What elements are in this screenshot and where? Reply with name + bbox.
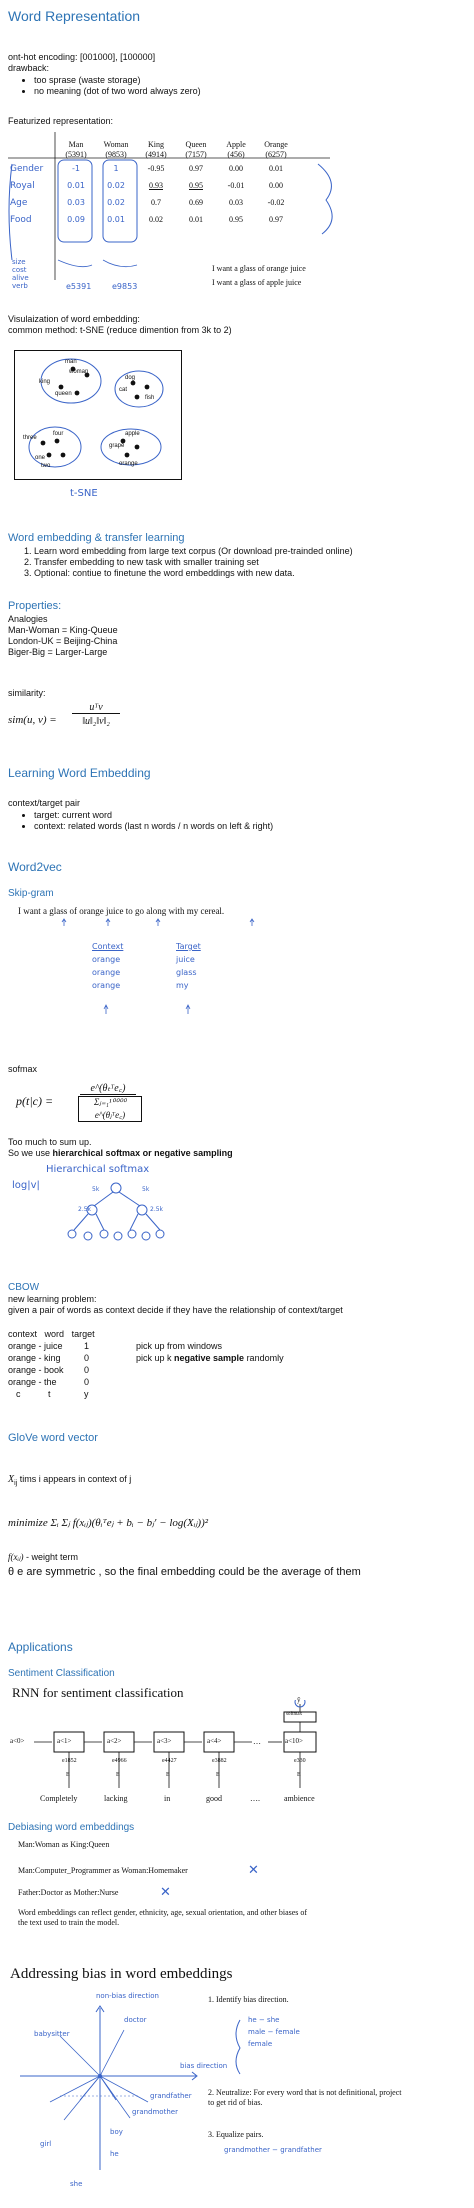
diagram-label: boy [110,2128,123,2136]
diagram-label: non-bias direction [96,1992,159,2000]
section-title-word-representation: Word Representation [8,8,141,24]
bias-step: 3. Equalize pairs. [208,2130,264,2139]
diagram-label: grandfather [150,2092,192,2100]
rnn-embedding: e4427 [162,1758,177,1764]
featurized-label: Featurized representation: [8,116,114,126]
rnn-cell: a<4> [207,1737,222,1745]
onehot-text: ont-hot encoding: [001000], [100000] [8,52,156,62]
cbow-problem: new learning problem: [8,1294,97,1304]
softmax-denominator: Σⱼ₌₁¹⁰⁰⁰⁰ e^(θⱼᵀe꜀) [78,1096,142,1122]
rnn-cell: a<10> [285,1737,304,1745]
subsection-debias: Debiasing word embeddings [8,1822,135,1833]
table-row: Royal 0.01 0.02 0.93 0.95 -0.01 0.00 [10,180,283,191]
cross-icon: ✕ [160,1884,171,1899]
rnn-cell: a<3> [157,1737,172,1745]
rnn-word: Completely [40,1794,78,1803]
bias-step: 1. Identify bias direction. [208,1995,289,2004]
rnn-embedding: e3882 [212,1758,227,1764]
diagram-label: she [70,2180,83,2188]
cbow-note: pick up from windows [136,1341,223,1351]
skipgram-arrows [0,914,474,1024]
extra-feature-rows: size cost alive verb [12,258,29,290]
glove-symmetric: θ e are symmetric , so the final embedding could be the average of them [8,1566,361,1578]
viz-method: common method: t-SNE (reduce dimention from 3k to 2) [8,325,232,335]
hier-softmax-tree [60,1180,180,1250]
diagram-label: babysitter [34,2030,70,2038]
bias-step-notes: he − she male − female female [248,2016,300,2048]
drawback-list [12,75,201,97]
list-item: 2. Transfer embedding to new task with smaller training set [34,557,353,568]
section-title-properties: Properties: [8,600,62,612]
debias-line: Father:Doctor as Mother:Nurse [18,1888,119,1897]
subsection-cbow: CBOW [8,1282,40,1293]
similarity-numerator: uᵀv [72,702,120,714]
pair-list [12,810,273,832]
table-row: Age 0.03 0.02 0.7 0.69 0.03 -0.02 [10,197,285,208]
tree-label: 2.5k [150,1206,164,1213]
list-item: • too sprase (waste storage) [34,75,201,86]
table-row: orange - king [8,1353,61,1363]
rnn-word: lacking [104,1794,128,1803]
rnn-cell: a<2> [107,1737,122,1745]
rnn-embedding: e330 [294,1758,306,1764]
rnn-E: E [66,1772,70,1778]
target-column: Target juice glass my [176,942,201,990]
diagram-label: bias direction [180,2062,228,2070]
column-header: Man (5391) [65,140,87,159]
debias-paragraph: Word embeddings can reflect gender, ethnicity, age, sexual orientation, and other biases of the text used to train the model. [18,1908,308,1927]
column-header: King (4914) [145,140,167,159]
tree-label: 5k [142,1186,150,1193]
table-row: orange - the [8,1377,57,1387]
rnn-E: E [116,1772,120,1778]
debias-line: Man:Woman as King:Queen [18,1840,110,1849]
bias-step: 2. Neutralize: For every word that is not definitional, project to get rid of bias. [208,2088,402,2107]
tsne-plot: man woman king queen dog cat fish three four one two apple grape orange [14,350,182,480]
analogies-label: Analogies [8,614,48,624]
diagram-label: girl [40,2140,52,2148]
tree-label: 5k [92,1186,100,1193]
section-title-transfer: Word embedding & transfer learning [8,532,185,544]
rnn-E: E [166,1772,170,1778]
cbow-header: context word target [8,1329,95,1339]
diagram-label: he [110,2150,119,2158]
section-title-glove: GloVe word vector [8,1432,98,1444]
rnn-cell: a<1> [57,1737,72,1745]
rnn-ellipsis: … [253,1737,261,1746]
section-title-learning: Learning Word Embedding [8,766,151,780]
cbow-letter: t [48,1389,51,1399]
column-header: Woman (9853) [103,140,129,159]
table-row: orange - book [8,1365,64,1375]
rnn-yhat: ŷ [297,1696,301,1704]
rnn-embedding: e4966 [112,1758,127,1764]
use-text: So we use hierarchical softmax or negative sampling [8,1148,233,1158]
similarity-lhs: sim(u, v) = [8,714,57,726]
column-note: e9853 [112,282,138,291]
subsection-skipgram: Skip-gram [8,888,54,899]
rnn-word: ambience [284,1794,315,1803]
drawback-label: drawback: [8,63,50,73]
rnn-E: E [216,1772,220,1778]
analogy-item: Biger-Big = Larger-Large [8,647,108,657]
rnn-softmax-box: softmax [286,1712,303,1717]
rnn-E: E [297,1772,301,1778]
rnn-title: RNN for sentiment classification [12,1685,184,1700]
table-row: orange - juice [8,1341,63,1351]
viz-title: Visulaization of word embedding: [8,314,140,324]
example-sentences: I want a glass of orange juice I want a glass of apple juice [212,264,306,287]
rnn-a0: a<0> [10,1737,25,1745]
tree-label: 2.5k [78,1206,92,1213]
subsection-sentiment: Sentiment Classification [8,1668,115,1679]
glove-weight-line: f(xᵢⱼ) - weight term [8,1552,79,1562]
rnn-word: …. [250,1794,260,1803]
list-item: • context: related words (last n words / n words on left & right) [34,821,273,832]
table-row: Food 0.09 0.01 0.02 0.01 0.95 0.97 [10,214,283,225]
table-row: Gender -1 1 -0.95 0.97 0.00 0.01 [10,163,283,174]
cbow-letter: c [16,1389,21,1399]
softmax-label: sofmax [8,1064,38,1074]
hier-note: Hierarchical softmax [46,1164,150,1175]
column-header: Queen (7157) [185,140,207,159]
rnn-word: good [206,1794,222,1803]
transfer-steps [12,546,353,579]
debias-line: Man:Computer_Programmer as Woman:Homemaker [18,1866,188,1875]
equalize-note: grandmother − grandfather [224,2146,322,2154]
analogy-item: Man-Woman = King-Queue [8,625,118,635]
cbow-target: 0 [84,1353,90,1363]
column-header: Orange (6257) [264,140,288,159]
context-column: Context orange orange orange [92,942,124,990]
skipgram-sentence: I want a glass of orange juice to go along with my cereal. [18,906,225,916]
section-title-word2vec: Word2vec [8,860,62,874]
cross-icon: ✕ [248,1862,259,1877]
similarity-label: similarity: [8,688,46,698]
too-much-text: Too much to sum up. [8,1137,92,1147]
cbow-target: 1 [84,1341,90,1351]
softmax-numerator: e^(θₜᵀe꜀) [80,1080,136,1095]
tsne-note: t-SNE [70,488,98,499]
diagram-label: grandmother [132,2108,178,2116]
xij-line: $X_{ij}$ tims i appears in context of j [8,1474,132,1487]
cbow-target: 0 [84,1377,90,1387]
glove-objective: minimize Σᵢ Σⱼ f(xᵢⱼ)(θᵢᵀeⱼ + bᵢ − bⱼ′ − log(Xᵢⱼ))² [8,1517,209,1529]
pair-label: context/target pair [8,798,81,808]
list-item: 3. Optional: contiue to finetune the word embeddings with new data. [34,568,353,579]
cbow-desc: given a pair of words as context decide if they have the relationship of context/target [8,1305,343,1315]
diagram-label: doctor [124,2016,147,2024]
softmax-lhs: p(t|c) = [16,1094,54,1108]
section-title-applications: Applications [8,1640,73,1654]
list-item: • no meaning (dot of two word always zero) [34,86,201,97]
cbow-note: pick up k negative sample randomly [136,1353,284,1363]
list-item: 1. Learn word embedding from large text corpus (Or download pre-trainded online) [34,546,353,557]
bias-title: Addressing bias in word embeddings [10,1966,233,1982]
column-note: e5391 [66,282,92,291]
similarity-denominator: ‖u‖₂‖v‖₂ [82,716,110,727]
rnn-word: in [164,1794,171,1803]
log-note: log|v| [12,1180,40,1191]
cbow-target: 0 [84,1365,90,1375]
analogy-item: London-UK = Beijing-China [8,636,118,646]
cbow-letter: y [84,1389,89,1399]
column-header: Apple (456) [226,140,246,159]
rnn-embedding: e1852 [62,1758,77,1764]
list-item: • target: current word [34,810,273,821]
